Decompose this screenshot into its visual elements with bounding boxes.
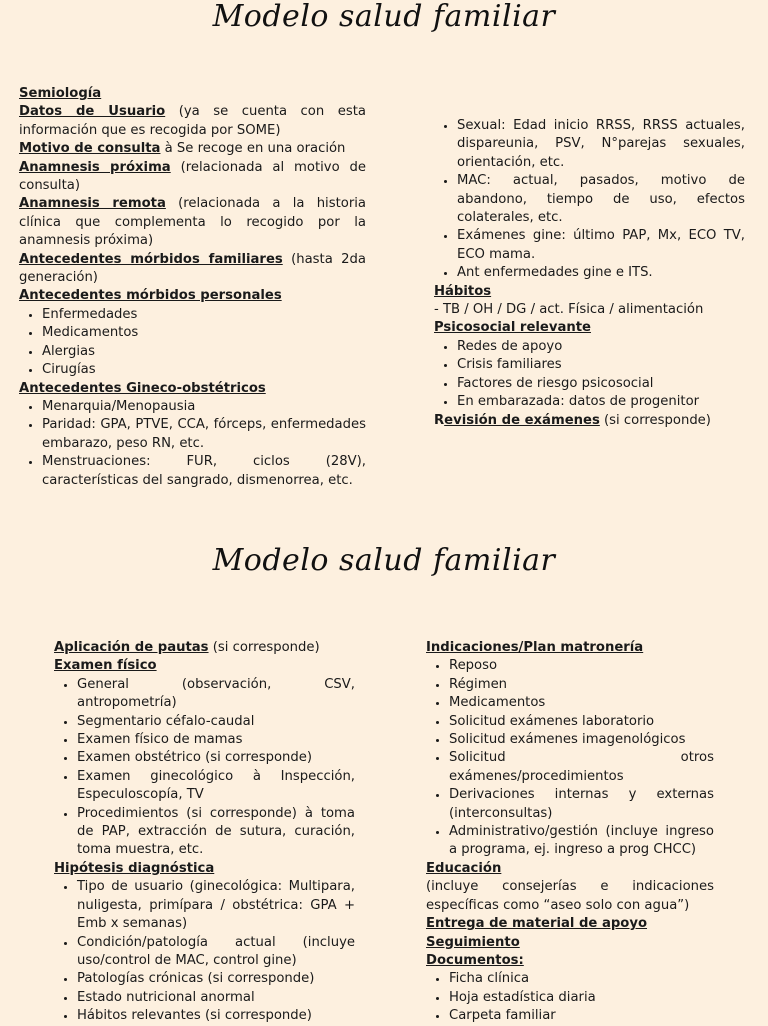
paragraph-datos-usuario xyxy=(19,103,366,140)
list-amp xyxy=(19,306,366,380)
list-item: • Examen obstétrico (si corresponde) xyxy=(77,749,355,767)
list-item: • Solicitud exámenes imagenológicos xyxy=(449,731,714,749)
list-item: • Medicamentos xyxy=(42,324,366,342)
list-item: • Cirugías xyxy=(42,361,366,379)
heading-anamnesis-proxima: Anamnesis próxima xyxy=(19,159,171,175)
list-item: • Sexual: Edad inicio RRSS, RRSS actuales, dispareunia, PSV, N°parejas sexuales, orientación, etc. xyxy=(457,117,745,172)
right-column xyxy=(434,117,745,430)
list-item: • Régimen xyxy=(449,676,714,694)
heading-anamnesis-remota: Anamnesis remota xyxy=(19,196,166,212)
list-item: • Examen ginecológico à Inspección, Especuloscopía, TV xyxy=(77,768,355,805)
list-item: • Segmentario céfalo-caudal xyxy=(77,713,355,731)
list-item: • Ficha clínica xyxy=(449,970,714,988)
heading-revision: evisión de exámenes xyxy=(444,412,600,428)
heading-seguimiento: Seguimiento xyxy=(426,934,520,950)
list-item: • Factores de riesgo psicosocial xyxy=(457,375,745,393)
list-item: • Hábitos relevantes (si corresponde) xyxy=(77,1007,355,1025)
list-item: • Estado nutricional anormal xyxy=(77,989,355,1007)
heading-amp: Antecedentes mórbidos personales xyxy=(19,288,282,304)
paragraph-revision xyxy=(434,412,745,430)
heading-examen-fisico: Examen físico xyxy=(54,658,157,674)
list-item: • Administrativo/gestión (incluye ingreso a programa, ej. ingreso a prog CHCC) xyxy=(449,823,714,860)
heading-entrega-material: Entrega de material de apoyo xyxy=(426,916,648,932)
heading-amf: Antecedentes mórbidos familiares xyxy=(19,251,283,267)
list-item: • Reposo xyxy=(449,657,714,675)
list-item: • General (observación, CSV, antropometría) xyxy=(77,676,355,713)
paragraph-motivo xyxy=(19,140,366,158)
list-item: • Menstruaciones: FUR, ciclos (28V), características del sangrado, dismenorrea, etc. xyxy=(42,453,366,490)
list-item: • Carpeta familiar xyxy=(449,1007,714,1025)
list-item: • MAC: actual, pasados, motivo de abandono, tiempo de uso, efectos colaterales, etc. xyxy=(457,172,745,227)
list-item: • Procedimientos (si corresponde) à toma de PAP, extracción de sutura, curación, toma muestra, etc. xyxy=(77,805,355,860)
heading-indicaciones: Indicaciones/Plan matronería xyxy=(426,640,644,655)
list-documentos xyxy=(426,970,714,1025)
text-motivo: à Se recoge en una oración xyxy=(160,141,346,157)
list-item: • Alergias xyxy=(42,343,366,361)
text-educacion: (incluye consejerías e indicaciones específicas como “aseo solo con agua”) xyxy=(426,879,714,913)
heading-datos-usuario: Datos de Usuario xyxy=(19,104,166,120)
text-datos-usuario: (ya se cuenta con esta información que es recogida por SOME) xyxy=(19,104,366,138)
heading-psicosocial: Psicosocial relevante xyxy=(434,320,591,336)
revision-initial: R xyxy=(434,412,445,428)
text-anamnesis-proxima: (relacionada al motivo de consulta) xyxy=(19,159,366,194)
left-column xyxy=(19,85,366,490)
list-item: • Crisis familiares xyxy=(457,356,745,374)
list-item: • En embarazada: datos de progenitor xyxy=(457,393,745,411)
paragraph-anamnesis-remota xyxy=(19,195,366,250)
heading-documentos: Documentos: xyxy=(426,952,524,968)
list-item: • Solicitud otros exámenes/procedimientos xyxy=(449,749,714,786)
paragraph-pautas xyxy=(54,639,355,657)
list-item: • Examen físico de mamas xyxy=(77,731,355,749)
list-gine-details xyxy=(434,117,745,283)
list-item: • Tipo de usuario (ginecológica: Multipara, nuligesta, primípara / obstétrica: GPA + Emb x semanas) xyxy=(77,878,355,933)
list-hipotesis xyxy=(54,878,355,1025)
text-habitos: - TB / OH / DG / act. Física / alimentación xyxy=(434,302,704,318)
list-ago xyxy=(19,398,366,490)
list-item: • Redes de apoyo xyxy=(457,338,745,356)
list-item: • Paridad: GPA, PTVE, CCA, fórceps, enfermedades embarazo, peso RN, etc. xyxy=(42,416,366,453)
left-column xyxy=(54,639,355,1026)
heading-ago: Antecedentes Gineco-obstétricos xyxy=(19,380,266,396)
list-item: • Medicamentos xyxy=(449,694,714,712)
list-item: • Solicitud exámenes laboratorio xyxy=(449,713,714,731)
page-title: Modelo salud familiar xyxy=(212,0,556,34)
list-indicaciones xyxy=(426,657,714,859)
paragraph-anamnesis-proxima xyxy=(19,159,366,196)
heading-educacion: Educación xyxy=(426,860,502,876)
text-anamnesis-remota: (relacionada a la historia clínica que complementa lo recogido por la anamnesis próxima) xyxy=(19,196,366,249)
list-examen-fisico xyxy=(54,676,355,860)
heading-pautas: Aplicación de pautas xyxy=(54,640,209,655)
section-heading-semiologia: Semiología xyxy=(19,86,102,101)
list-psicosocial xyxy=(434,338,745,412)
list-item: • Ant enfermedades gine e ITS. xyxy=(457,264,745,282)
list-item: • Condición/patología actual (incluye uso/control de MAC, control gine) xyxy=(77,934,355,971)
list-item: • Patologías crónicas (si corresponde) xyxy=(77,970,355,988)
heading-habitos: Hábitos xyxy=(434,283,492,299)
list-item: • Hoja estadística diaria xyxy=(449,989,714,1007)
list-item: • Derivaciones internas y externas (interconsultas) xyxy=(449,786,714,823)
heading-motivo: Motivo de consulta xyxy=(19,141,161,157)
list-item: • Menarquia/Menopausia xyxy=(42,398,366,416)
paragraph-amf xyxy=(19,251,366,288)
list-item: • Enfermedades xyxy=(42,306,366,324)
page-title: Modelo salud familiar xyxy=(212,543,556,578)
text-amf: (hasta 2da generación) xyxy=(19,251,366,286)
list-item: • Exámenes gine: último PAP, Mx, ECO TV, ECO mama. xyxy=(457,227,745,264)
right-column xyxy=(426,639,714,1026)
text-revision: (si corresponde) xyxy=(599,412,711,428)
text-pautas: (si corresponde) xyxy=(208,640,320,655)
heading-hipotesis: Hipótesis diagnóstica xyxy=(54,860,215,876)
